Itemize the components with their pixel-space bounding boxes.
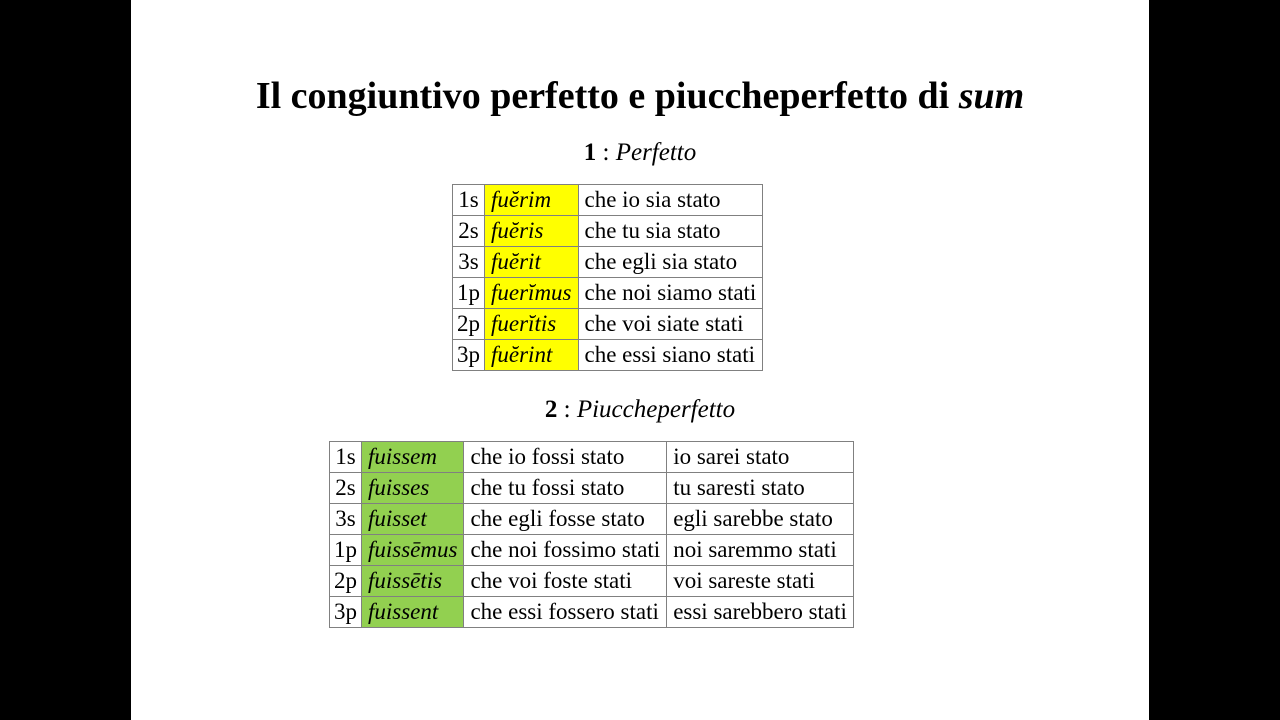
italian-translation-cell: che essi fossero stati [464, 597, 667, 628]
table-row [453, 278, 763, 309]
perfetto-table [452, 184, 763, 371]
slide-title [131, 72, 1149, 120]
latin-form-cell: fuissētis [362, 566, 464, 597]
person-cell: 2s [453, 216, 485, 247]
table-row [330, 566, 854, 597]
person-cell: 1s [453, 185, 485, 216]
italian-translation-cell: che egli fosse stato [464, 504, 667, 535]
person-cell: 2s [330, 473, 362, 504]
person-cell: 1p [330, 535, 362, 566]
table-row [330, 597, 854, 628]
italian-translation-cell: che essi siano stati [578, 340, 763, 371]
latin-form-cell: fuĕris [485, 216, 579, 247]
latin-form-cell: fuĕrit [485, 247, 579, 278]
section-separator: : [557, 396, 577, 423]
section-number: 1 [583, 139, 597, 166]
conditional-translation-cell: io sarei stato [667, 442, 854, 473]
section-name: Piuccheperfetto [576, 396, 736, 423]
italian-translation-cell: che io fossi stato [464, 442, 667, 473]
latin-form-cell: fuerĭtis [485, 309, 579, 340]
latin-form-cell: fuissent [362, 597, 464, 628]
person-cell: 2p [453, 309, 485, 340]
section-heading-perfetto [131, 138, 1149, 168]
person-cell: 1p [453, 278, 485, 309]
latin-form-cell: fuĕrint [485, 340, 579, 371]
latin-form-cell: fuisses [362, 473, 464, 504]
latin-form-cell: fuerĭmus [485, 278, 579, 309]
conditional-translation-cell: essi sarebbero stati [667, 597, 854, 628]
latin-form-cell: fuissēmus [362, 535, 464, 566]
person-cell: 3p [330, 597, 362, 628]
italian-translation-cell: che io sia stato [578, 185, 763, 216]
person-cell: 3s [453, 247, 485, 278]
section-separator: : [596, 139, 616, 166]
italian-translation-cell: che voi foste stati [464, 566, 667, 597]
section-name: Perfetto [615, 139, 697, 166]
slide [131, 0, 1149, 720]
table-row [453, 309, 763, 340]
table-row [330, 535, 854, 566]
latin-form-cell: fuisset [362, 504, 464, 535]
italian-translation-cell: che egli sia stato [578, 247, 763, 278]
person-cell: 3s [330, 504, 362, 535]
table-row [453, 216, 763, 247]
conditional-translation-cell: egli sarebbe stato [667, 504, 854, 535]
table-row [453, 185, 763, 216]
table-row [330, 504, 854, 535]
italian-translation-cell: che voi siate stati [578, 309, 763, 340]
piuccheperfetto-table [329, 441, 854, 628]
table-row [453, 247, 763, 278]
person-cell: 1s [330, 442, 362, 473]
person-cell: 2p [330, 566, 362, 597]
section-number: 2 [544, 396, 558, 423]
latin-form-cell: fuĕrim [485, 185, 579, 216]
italian-translation-cell: che noi siamo stati [578, 278, 763, 309]
conditional-translation-cell: noi saremmo stati [667, 535, 854, 566]
conditional-translation-cell: voi sareste stati [667, 566, 854, 597]
italian-translation-cell: che tu sia stato [578, 216, 763, 247]
title-text: Il congiuntivo perfetto e piuccheperfetto di [255, 75, 959, 117]
table-row [330, 442, 854, 473]
title-emphasis: sum [958, 75, 1025, 117]
table-row [453, 340, 763, 371]
conditional-translation-cell: tu saresti stato [667, 473, 854, 504]
table-row [330, 473, 854, 504]
latin-form-cell: fuissem [362, 442, 464, 473]
italian-translation-cell: che tu fossi stato [464, 473, 667, 504]
person-cell: 3p [453, 340, 485, 371]
italian-translation-cell: che noi fossimo stati [464, 535, 667, 566]
section-heading-piuccheperfetto [131, 395, 1149, 425]
